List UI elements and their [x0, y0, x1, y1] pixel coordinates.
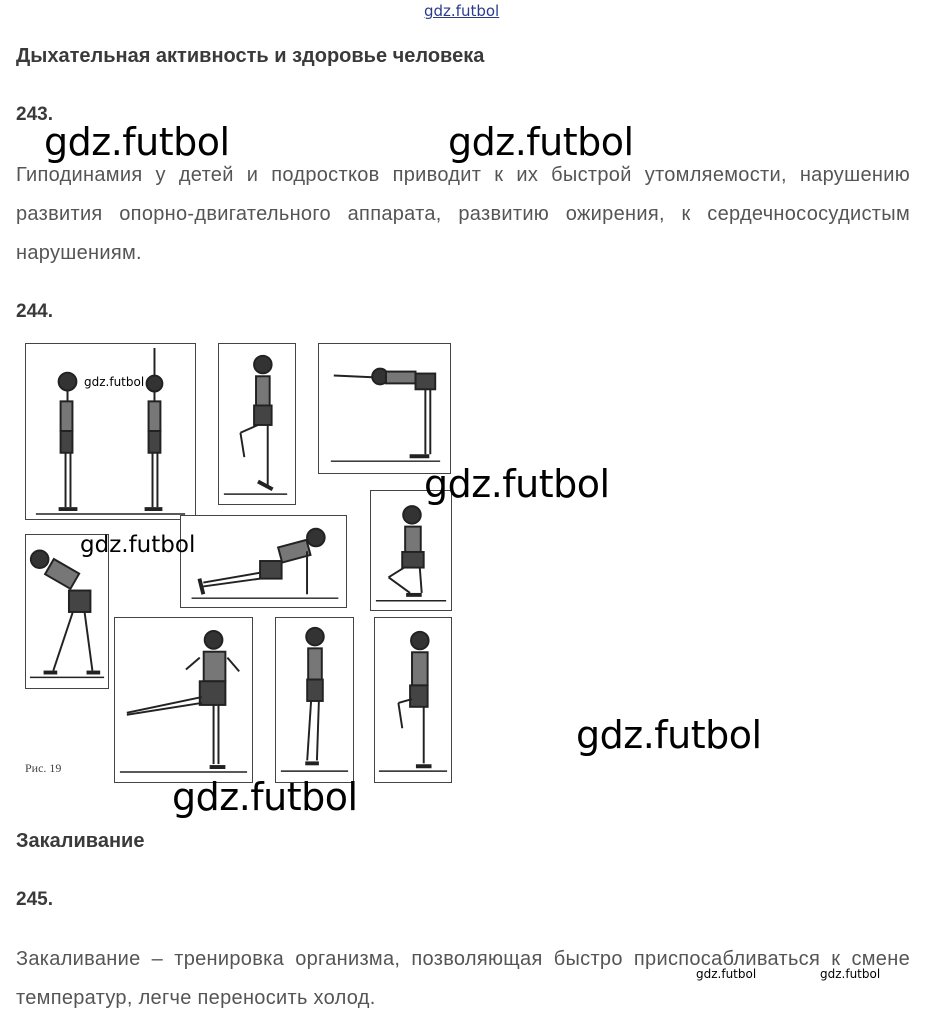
- question-244-number: 244.: [16, 301, 53, 322]
- exercise-frame-squat: [370, 490, 452, 611]
- watermark-6: gdz.futbol: [576, 713, 762, 757]
- watermark-7: gdz.futbol: [172, 775, 358, 819]
- watermark-3: gdz.futbol: [84, 375, 145, 389]
- exercise-illustration-forward-bend: [319, 344, 450, 473]
- exercise-frame-knee-raise: [218, 343, 296, 505]
- exercise-illustration-knee-raise: [219, 344, 295, 504]
- watermark-8: gdz.futbol: [696, 967, 757, 981]
- exercise-frame-forward-bend: [318, 343, 451, 474]
- exercise-illustration-running: [375, 618, 451, 782]
- watermark-2: gdz.futbol: [448, 120, 634, 164]
- question-243-answer: Гиподинамия у детей и подростков приводит к их быстрой утомляемости, нарушению развития опорно-двигательного аппарата, развитию ожирения, к сердечнососудистым нарушениям.: [16, 164, 910, 264]
- exercise-frame-toe-raise: [275, 617, 354, 783]
- exercise-illustration-arms-up: [26, 344, 195, 519]
- section-title-hardening: Закаливание: [16, 830, 145, 852]
- watermark-4: gdz.futbol: [424, 462, 610, 506]
- exercise-illustration-squat: [371, 491, 451, 610]
- section-title-breathing: Дыхательная активность и здоровье человека: [16, 45, 485, 67]
- watermark-top[interactable]: gdz.futbol: [424, 2, 500, 20]
- exercise-illustration-toe-raise: [276, 618, 353, 782]
- question-245-answer: Закаливание – тренировка организма, позволяющая быстро приспосабливаться к смене температур, легче переносить холод.: [16, 948, 910, 1009]
- question-243-number: 243.: [16, 104, 53, 125]
- watermark-5: gdz.futbol: [80, 532, 196, 558]
- question-245-number: 245.: [16, 889, 53, 910]
- watermark-1: gdz.futbol: [44, 120, 230, 164]
- exercise-frame-running: [374, 617, 452, 783]
- figure-caption: Рис. 19: [25, 761, 62, 775]
- exercise-frame-arms-up: [25, 343, 196, 520]
- exercise-frame-push-up: [180, 515, 347, 608]
- exercise-illustration-leg-swing: [115, 618, 252, 782]
- exercise-illustration-push-up: [181, 516, 346, 607]
- exercise-frame-leg-swing: [114, 617, 253, 783]
- watermark-9: gdz.futbol: [820, 967, 881, 981]
